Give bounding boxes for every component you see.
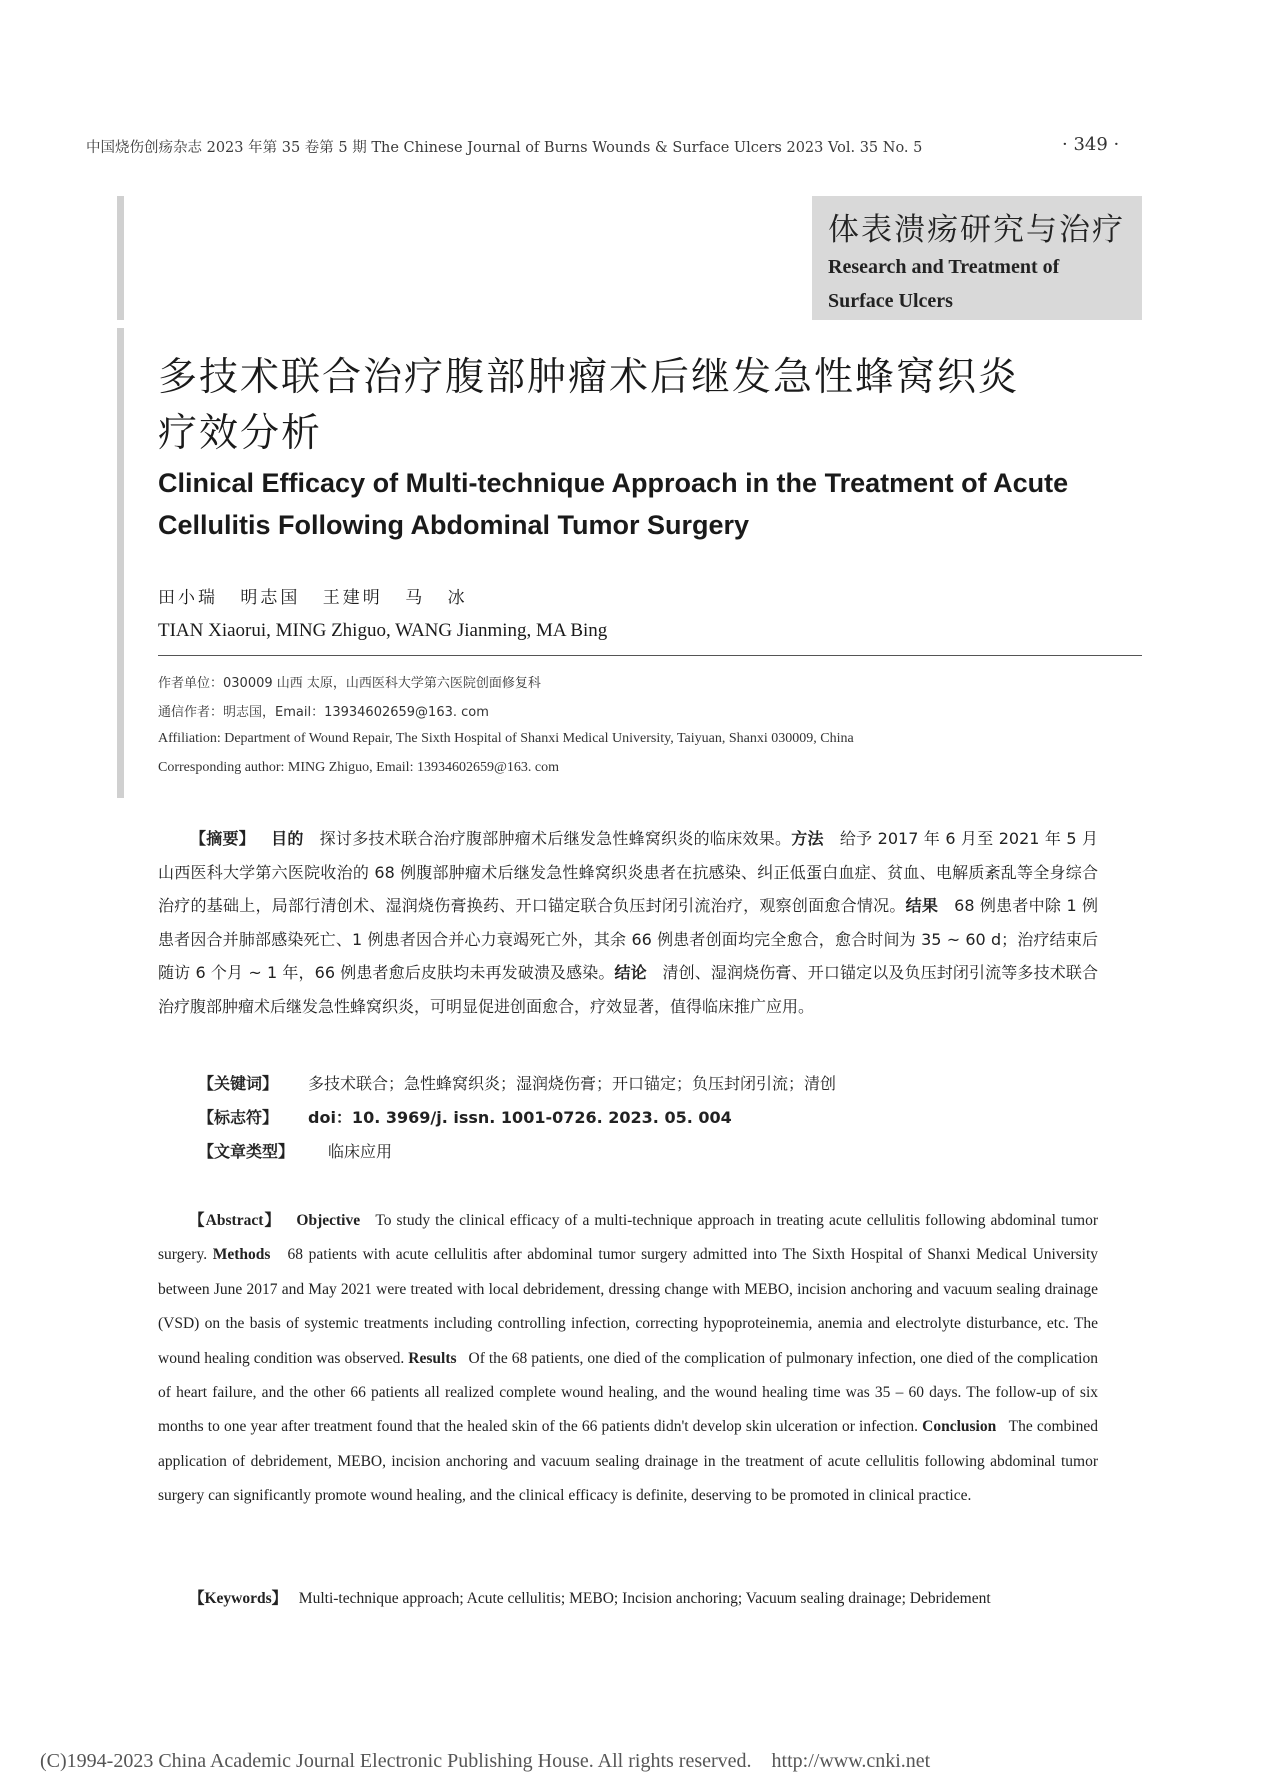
authors-en: TIAN Xiaorui, MING Zhiguo, WANG Jianming, MA Bing [158, 620, 608, 641]
article-title-cn [158, 350, 1118, 462]
column-title-en-line1: Research and Treatment of [828, 256, 1060, 278]
copyright-footer [40, 1750, 930, 1773]
objective-label-cn: 目的 [271, 829, 304, 848]
keywords-en [158, 1582, 1098, 1616]
article-title-en-line1: Clinical Efficacy of Multi-technique Approach in the Treatment of Acute [158, 468, 1069, 498]
keywords-cn-label: 【关键词】 [198, 1074, 279, 1093]
abstract-cn [158, 822, 1098, 1023]
affiliation-en: Affiliation: Department of Wound Repair, The Sixth Hospital of Shanxi Medical University, Taiyuan, Shanxi 030009, China [158, 731, 854, 746]
conclusion-label-cn: 结论 [614, 963, 647, 982]
authors-cn: 田小瑞 明志国 王建明 马 冰 [158, 588, 468, 608]
corresponding-en: Corresponding author: MING Zhiguo, Email: 13934602659@163. com [158, 760, 559, 775]
left-accent-bar [117, 328, 124, 798]
identifier-row [198, 1105, 732, 1128]
left-accent-bar-top [117, 196, 124, 320]
conclusion-en: The combined application of debridement, MEBO, incision anchoring and vacuum sealing drainage in the treatment of acute cellulitis following abdominal tumor surgery can significantly promote wound healing, and the clinical efficacy is definite, deserving to be promoted in clinical practice. [158, 1418, 1098, 1505]
article-title-cn-line1: 多技术联合治疗腹部肿瘤术后继发急性蜂窝织炎 [158, 355, 1020, 400]
cnki-link[interactable]: http://www.cnki.net [771, 1750, 931, 1772]
methods-label-en: Methods [212, 1246, 271, 1264]
abstract-en-label: 【Abstract】 [189, 1212, 282, 1229]
abstract-cn-label: 【摘要】 [190, 829, 256, 848]
corresponding-cn: 通信作者：明志国，Email：13934602659@163. com [158, 705, 489, 720]
results-en: Of the 68 patients, one died of the complication of pulmonary infection, one died of the complication of heart failure, and the other 66 patients all realized complete wound healing, and the wound healing time was 35 – 60 days. The follow-up of six months to one year after treatment found that the healed skin of the 66 patients didn't develop skin ulceration or infection. [158, 1349, 1098, 1436]
article-title-en [158, 462, 1118, 546]
objective-label-en: Objective [296, 1212, 361, 1229]
article-title-cn-line2: 疗效分析 [158, 411, 323, 456]
conclusion-cn: 清创、湿润烧伤膏、开口锚定以及负压封闭引流等多技术联合治疗腹部肿瘤术后继发急性蜂窝织炎，可明显促进创面愈合，疗效显著，值得临床推广应用。 [158, 963, 1098, 1016]
methods-cn: 给予 2017 年 6 月至 2021 年 5 月山西医科大学第六医院收治的 68 例腹部肿瘤术后继发急性蜂窝织炎患者在抗感染、纠正低蛋白血症、贫血、电解质紊乱等全身综合治疗的基础上，局部行清创术、湿润烧伤膏换药、开口锚定联合负压封闭引流治疗，观察创面愈合情况。 [158, 829, 1098, 915]
article-type-value: 临床应用 [328, 1142, 393, 1161]
article-type-label: 【文章类型】 [198, 1142, 295, 1161]
keywords-en-label: 【Keywords】 [189, 1590, 288, 1607]
results-label-cn: 结果 [905, 896, 939, 915]
article-title-en-line2: Cellulitis Following Abdominal Tumor Surgery [158, 510, 750, 540]
page-number: · 349 · [1062, 134, 1120, 155]
column-title-cn: 体表溃疡研究与治疗 [828, 212, 1125, 248]
keywords-cn-value: 多技术联合；急性蜂窝织炎；湿润烧伤膏；开口锚定；负压封闭引流；清创 [308, 1074, 837, 1093]
author-divider [158, 655, 1142, 656]
conclusion-label-en: Conclusion [922, 1418, 997, 1436]
article-type-row [198, 1139, 392, 1162]
keywords-cn [198, 1071, 836, 1094]
objective-en: To study the clinical efficacy of a multi-technique approach in treating acute cellulitis following abdominal tumor surgery. [158, 1212, 1099, 1264]
results-label-en: Results [408, 1349, 457, 1367]
copyright-text: (C)1994-2023 China Academic Journal Electronic Publishing House. All rights reserved. [40, 1750, 752, 1772]
results-cn: 68 例患者中除 1 例患者因合并肺部感染死亡、1 例患者因合并心力衰竭死亡外，其余 66 例患者创面均完全愈合，愈合时间为 35 ~ 60 d；治疗结束后随访 6 个月 ~ 1 年，66 例患者愈后皮肤均未再发破溃及感染。 [158, 896, 1098, 982]
journal-header: 中国烧伤创疡杂志 2023 年第 35 卷第 5 期 The Chinese Journal of Burns Wounds & Surface Ulcers 2023 Vol. 35 No. 5 [86, 140, 923, 156]
abstract-en [158, 1204, 1098, 1514]
affiliation-cn: 作者单位：030009 山西 太原，山西医科大学第六医院创面修复科 [158, 676, 541, 691]
column-title-en [828, 250, 1130, 318]
objective-cn: 探讨多技术联合治疗腹部肿瘤术后继发急性蜂窝织炎的临床效果。 [319, 829, 792, 848]
methods-label-cn: 方法 [791, 829, 824, 848]
keywords-en-value: Multi-technique approach; Acute cellulitis; MEBO; Incision anchoring; Vacuum sealing drainage; Debridement [298, 1590, 991, 1607]
column-title-en-line2: Surface Ulcers [828, 290, 953, 312]
methods-en: 68 patients with acute cellulitis after abdominal tumor surgery admitted into The Sixth Hospital of Shanxi Medical University between June 2017 and May 2021 were treated with local debridement, dressing change with MEBO, incision anchoring and vacuum sealing drainage (VSD) on the basis of systemic treatments including controlling infection, correcting hypoproteinemia, anemia and electrolyte disturbance, etc. The wound healing condition was observed. [158, 1246, 1099, 1367]
doi-value: doi：10. 3969/j. issn. 1001-0726. 2023. 05. 004 [308, 1108, 732, 1127]
identifier-label: 【标志符】 [198, 1108, 279, 1127]
